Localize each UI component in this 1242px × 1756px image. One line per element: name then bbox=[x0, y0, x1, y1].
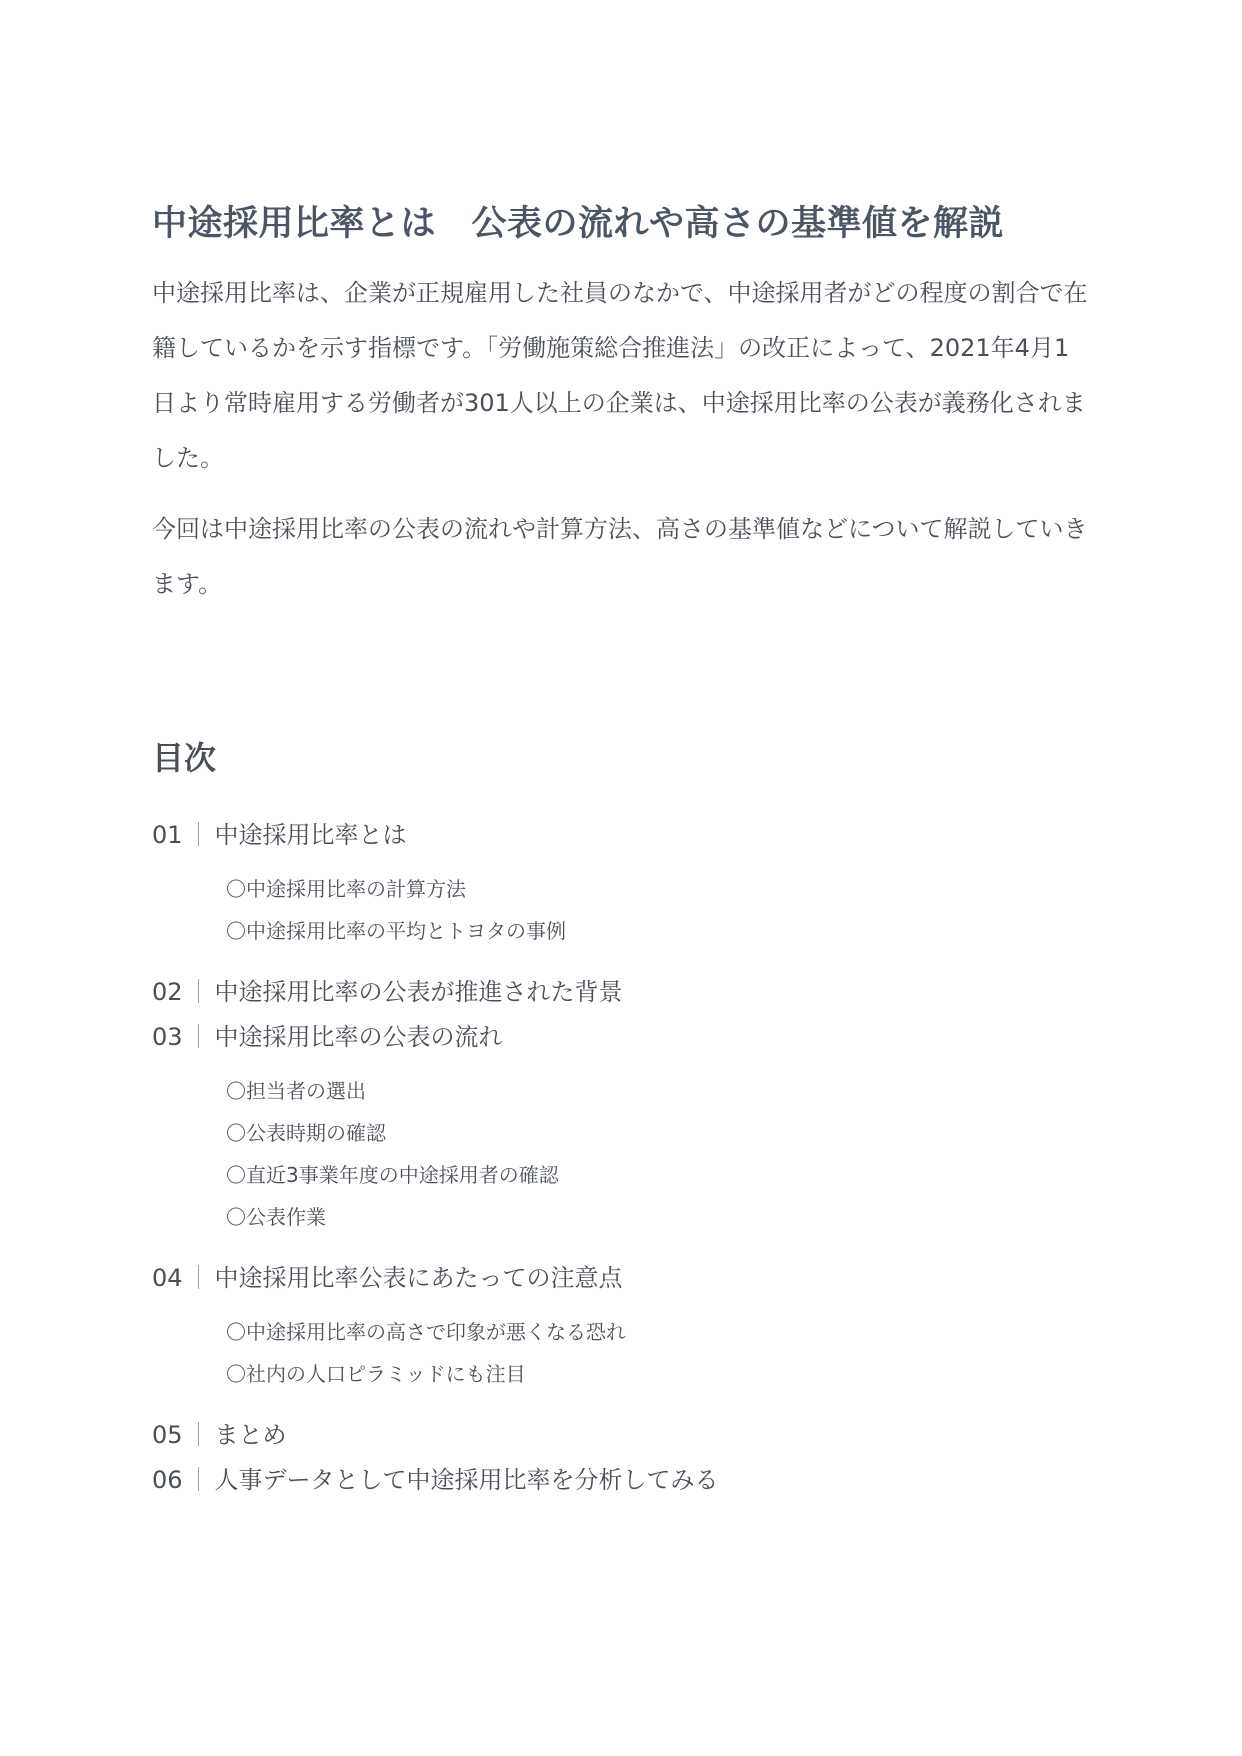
toc-item-label: 中途採用比率とは bbox=[214, 821, 407, 849]
toc-item-label: 人事データとして中途採用比率を分析してみる bbox=[214, 1466, 719, 1494]
toc-separator: ｜ bbox=[186, 978, 211, 1006]
toc-section-04 bbox=[152, 1256, 1092, 1395]
toc-subitem[interactable]: 〇公表時期の確認 bbox=[226, 1121, 386, 1145]
toc-item-number: 04 bbox=[152, 1264, 183, 1292]
toc-subitem[interactable]: 〇公表作業 bbox=[226, 1205, 326, 1229]
toc-separator: ｜ bbox=[186, 1466, 211, 1494]
toc-subitem[interactable]: 〇中途採用比率の高さで印象が悪くなる恐れ bbox=[226, 1320, 626, 1344]
toc-item[interactable] bbox=[152, 1015, 1092, 1060]
toc-subitem[interactable]: 〇中途採用比率の平均とトヨタの事例 bbox=[226, 919, 566, 943]
toc-item-label: 中途採用比率の公表の流れ bbox=[214, 1023, 503, 1051]
document-page bbox=[152, 196, 1092, 1503]
article-title: 中途採用比率とは 公表の流れや高さの基準値を解説 bbox=[152, 204, 1005, 244]
toc-subitem[interactable]: 〇社内の人口ピラミッドにも注目 bbox=[226, 1362, 526, 1386]
toc-subitems bbox=[226, 1311, 1092, 1395]
toc-section-03 bbox=[152, 1015, 1092, 1238]
toc-heading: 目次 bbox=[152, 739, 217, 777]
toc-item-number: 05 bbox=[152, 1421, 183, 1449]
toc-item-label: 中途採用比率の公表が推進された背景 bbox=[214, 978, 623, 1006]
toc-item-label: まとめ bbox=[214, 1421, 287, 1449]
toc-section-01 bbox=[152, 813, 1092, 952]
toc-item[interactable] bbox=[152, 970, 1092, 1015]
toc-item[interactable] bbox=[152, 1458, 1092, 1503]
toc-item-number: 02 bbox=[152, 978, 183, 1006]
toc-item-number: 01 bbox=[152, 821, 183, 849]
toc-item-number: 03 bbox=[152, 1023, 183, 1051]
intro-paragraph-2: 今回は中途採用比率の公表の流れや計算方法、高さの基準値などについて解説していきます。 bbox=[152, 515, 1088, 598]
toc-item-label: 中途採用比率公表にあたっての注意点 bbox=[214, 1264, 623, 1292]
toc-separator: ｜ bbox=[186, 1264, 211, 1292]
toc-subitem[interactable]: 〇直近3事業年度の中途採用者の確認 bbox=[226, 1163, 559, 1187]
toc-separator: ｜ bbox=[186, 1023, 211, 1051]
toc-subitems bbox=[226, 1070, 1092, 1238]
toc-item[interactable] bbox=[152, 1256, 1092, 1301]
intro-paragraph-1: 中途採用比率は、企業が正規雇用した社員のなかで、中途採用者がどの程度の割合で在籍しているかを示す指標です。「労働施策総合推進法」の改正によって、2021年4月1日より常時雇用する労働者が301人以上の企業は、中途採用比率の公表が義務化されました。 bbox=[152, 279, 1088, 472]
table-of-contents bbox=[152, 813, 1092, 1503]
toc-subitems bbox=[226, 868, 1092, 952]
toc-separator: ｜ bbox=[186, 821, 211, 849]
toc-item[interactable] bbox=[152, 813, 1092, 858]
toc-subitem[interactable]: 〇中途採用比率の計算方法 bbox=[226, 877, 466, 901]
toc-subitem[interactable]: 〇担当者の選出 bbox=[226, 1079, 366, 1103]
toc-item[interactable] bbox=[152, 1413, 1092, 1458]
toc-separator: ｜ bbox=[186, 1421, 211, 1449]
toc-item-number: 06 bbox=[152, 1466, 183, 1494]
